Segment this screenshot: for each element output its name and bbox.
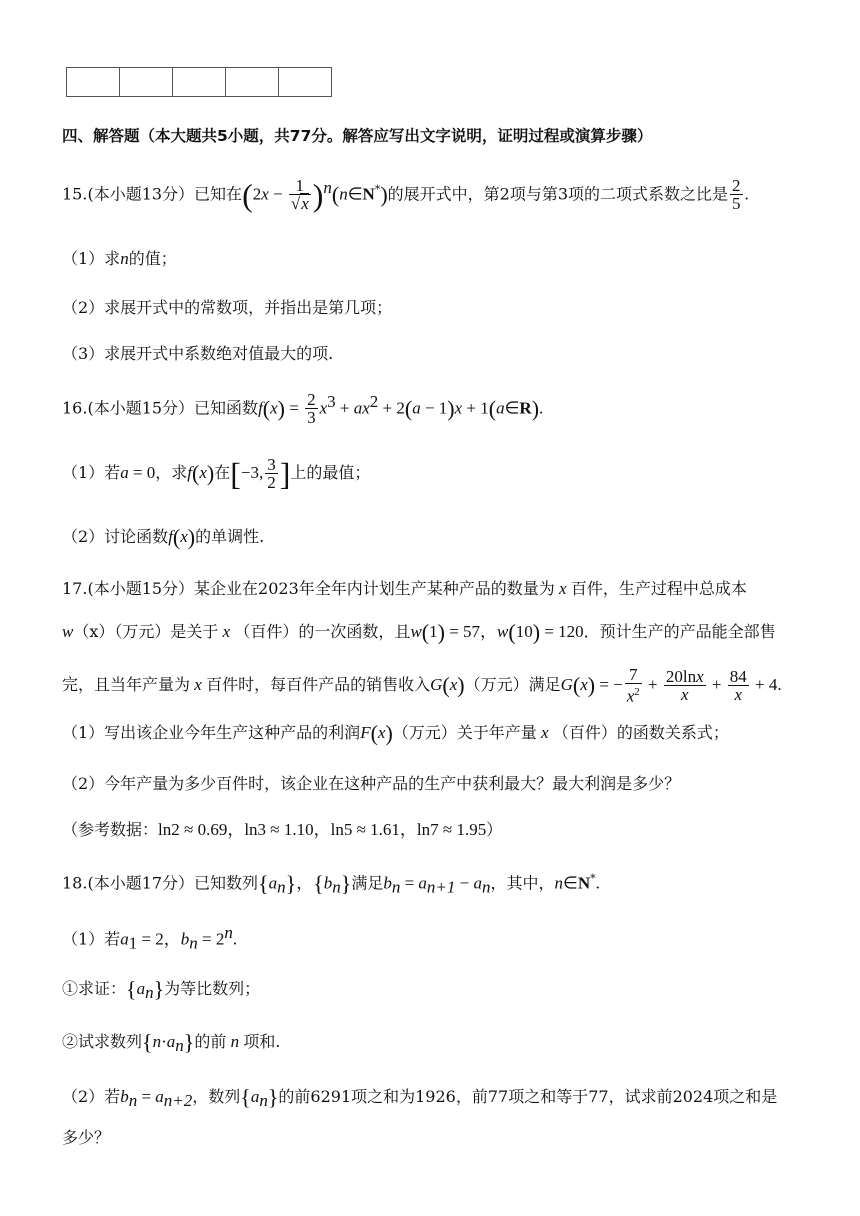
q18-part1: （1）若$a_1 = 2$，$b_n = 2^n$. bbox=[62, 923, 238, 953]
answer-cell[interactable] bbox=[67, 68, 120, 97]
answer-cell[interactable] bbox=[226, 68, 279, 97]
q17-line3: 完，且当年产量为 x 百件时，每百件产品的销售收入G(x)（万元）满足G(x) = − $\frac{7}{x^2}$ + $\frac{20\ln x}{x}$ + $\frac{84}{x}$ + 4. bbox=[62, 665, 782, 706]
q17-part2: （2）今年产量为多少百件时，该企业在这种产品的生产中获利最大？最大利润是多少？ bbox=[62, 774, 681, 793]
q18-stem: 18.(本小题17分）已知数列$\{a_n\}$，$\{b_n\}$满足$b_n = a_{n+1} - a_n$，其中，n∈N*. bbox=[62, 870, 600, 897]
answer-grid bbox=[66, 67, 332, 97]
q15-stem: 15.(本小题13分）已知在(2x − $\frac{1}{√x}$ )$^n$(n∈N*)的展开式中，第2项与第3项的二项式系数之比是 $\frac{2}{5}$ . bbox=[62, 176, 749, 214]
q18-part2: （2）若$b_n = a_{n+2}$，数列$\{a_n\}$的前6291项之和为1926，前77项之和等于77，试求前2024项之和是 bbox=[62, 1084, 778, 1111]
answer-cell[interactable] bbox=[279, 68, 332, 97]
q15-part2: （2）求展开式中的常数项，并指出是第几项； bbox=[62, 298, 393, 317]
q17-reference: （参考数据：ln2 ≈ 0.69，ln3 ≈ 1.10，ln5 ≈ 1.61，ln7 ≈ 1.95） bbox=[62, 820, 503, 839]
q18-sub2: ②试求数列$\{n\cdot a_n\}$的前 n 项和. bbox=[62, 1029, 281, 1056]
q17-line1: 17.(本小题15分）某企业在2023年全年内计划生产某种产品的数量为 x 百件，生产过程中总成本 bbox=[62, 579, 747, 598]
section-title: 四、解答题（本大题共5小题，共77分。解答应写出文字说明，证明过程或演算步骤） bbox=[62, 127, 653, 145]
q16-part2: （2）讨论函数f(x)的单调性. bbox=[62, 524, 265, 550]
answer-cell[interactable] bbox=[120, 68, 173, 97]
q18-part2-cont: 多少？ bbox=[62, 1128, 111, 1147]
q15-part1: （1）求n的值； bbox=[62, 249, 177, 268]
q17-line2: w（x）（万元）是关于 x （百件）的一次函数，且w(1) = 57，w(10) = 120．预计生产的产品能全部售 bbox=[62, 619, 776, 645]
answer-cell[interactable] bbox=[173, 68, 226, 97]
q17-part1: （1）写出该企业今年生产这种产品的利润F(x)（万元）关于年产量 x （百件）的函数关系式； bbox=[62, 720, 729, 746]
q16-part1: （1）若a = 0，求f(x)在[−3, $\frac{3}{2}$ ]上的最值； bbox=[62, 455, 371, 492]
q18-sub1: ①求证：$\{a_n\}$为等比数列； bbox=[62, 976, 261, 1003]
q16-stem: 16.(本小题15分）已知函数f(x) = $\frac{2}{3}$ $x^3 + ax^2 + 2(a - 1)x$ + 1(a∈R). bbox=[62, 390, 544, 428]
q15-part3: （3）求展开式中系数绝对值最大的项. bbox=[62, 344, 334, 363]
